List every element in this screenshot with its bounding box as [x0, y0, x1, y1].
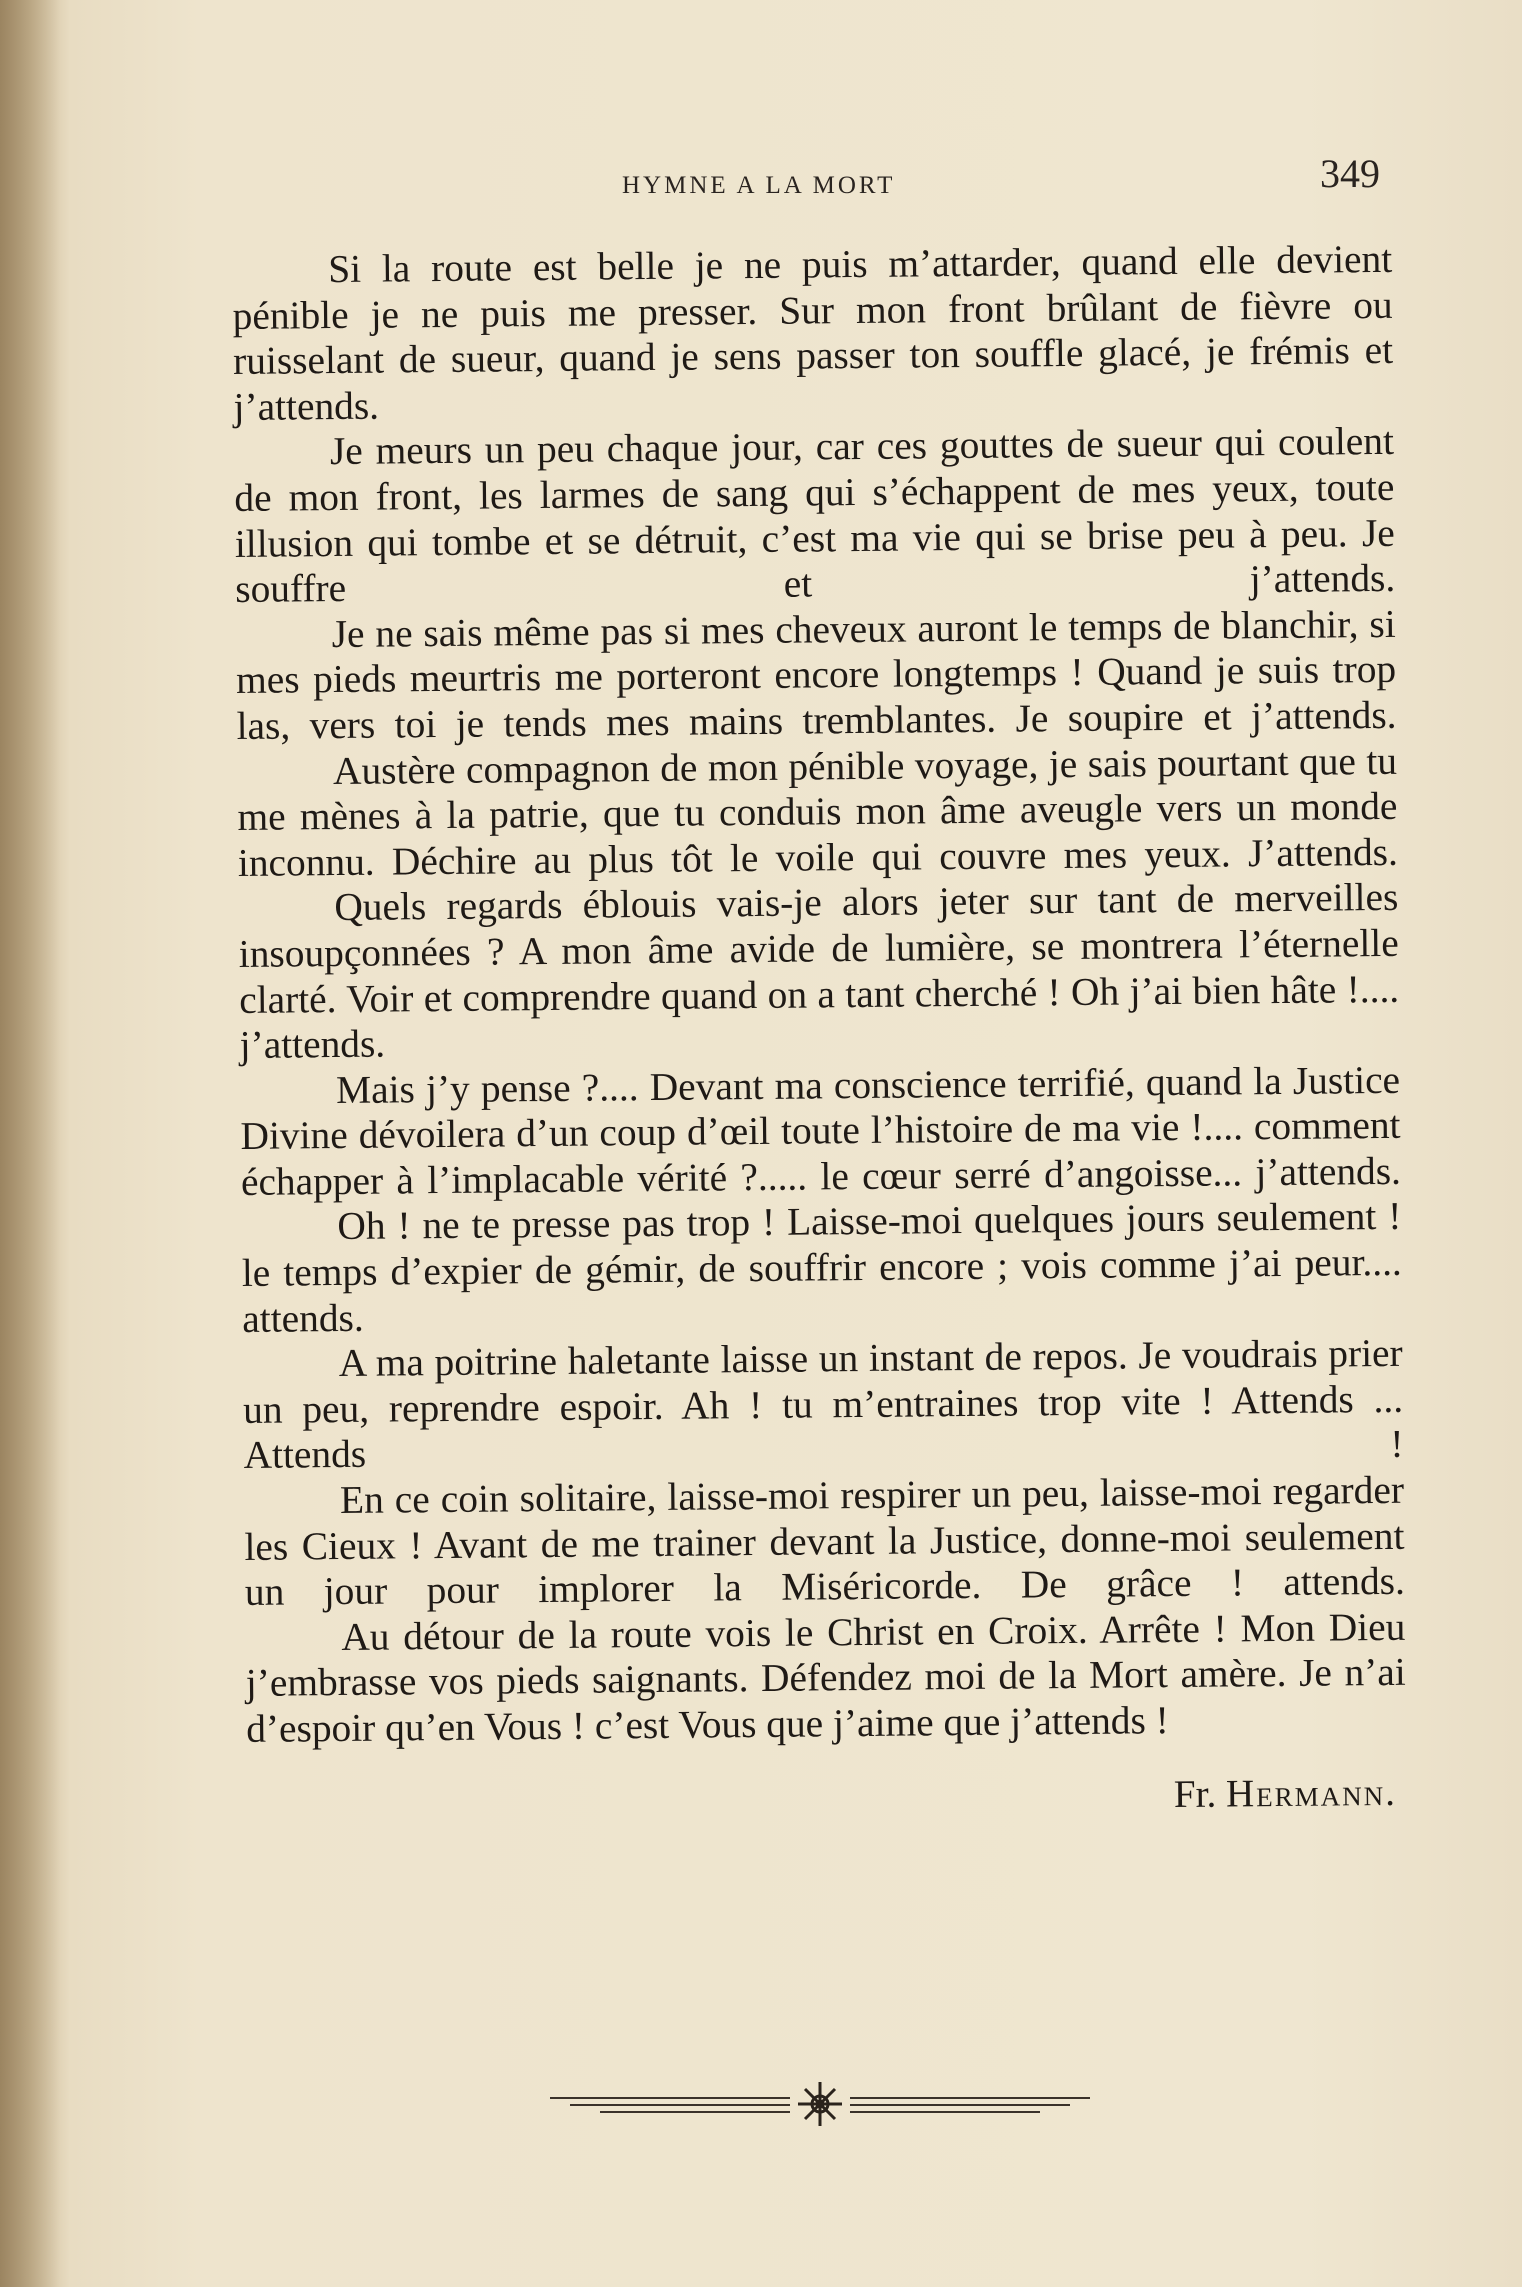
- paragraph: Quels regards éblouis vais-je alors jeter sur tant de merveilles insoupçonnées ? A mon âme avide de lumière, se montrera l’éternelle clarté. Voir et comprendre quand on a tant cherché ! Oh j’ai bien hâte !.... j’attends.: [238, 875, 1400, 1068]
- fleuron-icon: [540, 2072, 1100, 2132]
- page-number: 349: [1320, 151, 1380, 196]
- paragraph: Au détour de la route vois le Christ en Croix. Arrête ! Mon Dieu j’embrasse vos pieds saignants. Défendez moi de la Mort amère. Je n’ai d’espoir qu’en Vous ! c’est Vous que j’aime que j’attends !: [245, 1604, 1406, 1751]
- paragraph: Austère compagnon de mon pénible voyage, je sais pourtant que tu me mènes à la patrie, que tu conduis mon âme aveugle vers un monde inconnu. Déchire au plus tôt le voile qui couvre mes yeux. J’attends.: [237, 738, 1399, 885]
- page-gutter-shadow: [0, 0, 60, 2287]
- signature: [247, 1769, 1407, 1826]
- paragraph: Je ne sais même pas si mes cheveux auront le temps de blanchir, si mes pieds meurtris me porteront encore longtemps ! Quand je suis trop las, vers toi je tends mes mains tremblantes. Je soupire et j’attends.: [235, 601, 1397, 748]
- paragraph: Je meurs un peu chaque jour, car ces gouttes de sueur qui coulent de mon front, les larmes de sang qui s’échappent de mes yeux, toute illusion qui tombe et se détruit, c’est ma vie qui se brise peu à peu. Je souffre et j’attends.: [234, 419, 1396, 612]
- running-title: HYMNE A LA MORT: [622, 172, 896, 199]
- poem-body: [232, 237, 1407, 1826]
- paragraph: Mais j’y pense ?.... Devant ma conscience terrifié, quand la Justice Divine dévoilera d’un coup d’œil toute l’histoire de ma vie !.... comment échapper à l’implacable vérité ?..... le cœur serré d’angoisse... j’attends.: [240, 1057, 1402, 1204]
- signature-name: Hermann.: [1225, 1770, 1398, 1816]
- paragraph: Si la route est belle je ne puis m’attarder, quand elle devient pénible je ne puis me presser. Sur mon front brûlant de fièvre ou ruisselant de sueur, quand je sens passer ton souffle glacé, je frémis et j’attends.: [232, 236, 1394, 429]
- paragraph: A ma poitrine haletante laisse un instant de repos. Je voudrais prier un peu, reprendre espoir. Ah ! tu m’entraines trop vite ! Attends ... Attends !: [242, 1331, 1404, 1478]
- paragraph: En ce coin solitaire, laisse-moi respirer un peu, laisse-moi regarder les Cieux ! Avant de me trainer devant la Justice, donne-moi seulement un jour pour implorer la Miséricorde. De grâce ! attends.: [244, 1467, 1406, 1615]
- signature-prefix: Fr.: [1173, 1772, 1217, 1816]
- paragraph: Oh ! ne te presse pas trop ! Laisse-moi quelques jours seulement ! le temps d’expier de gémir, de souffrir encore ; vois comme j’ai peur.... attends.: [241, 1194, 1402, 1341]
